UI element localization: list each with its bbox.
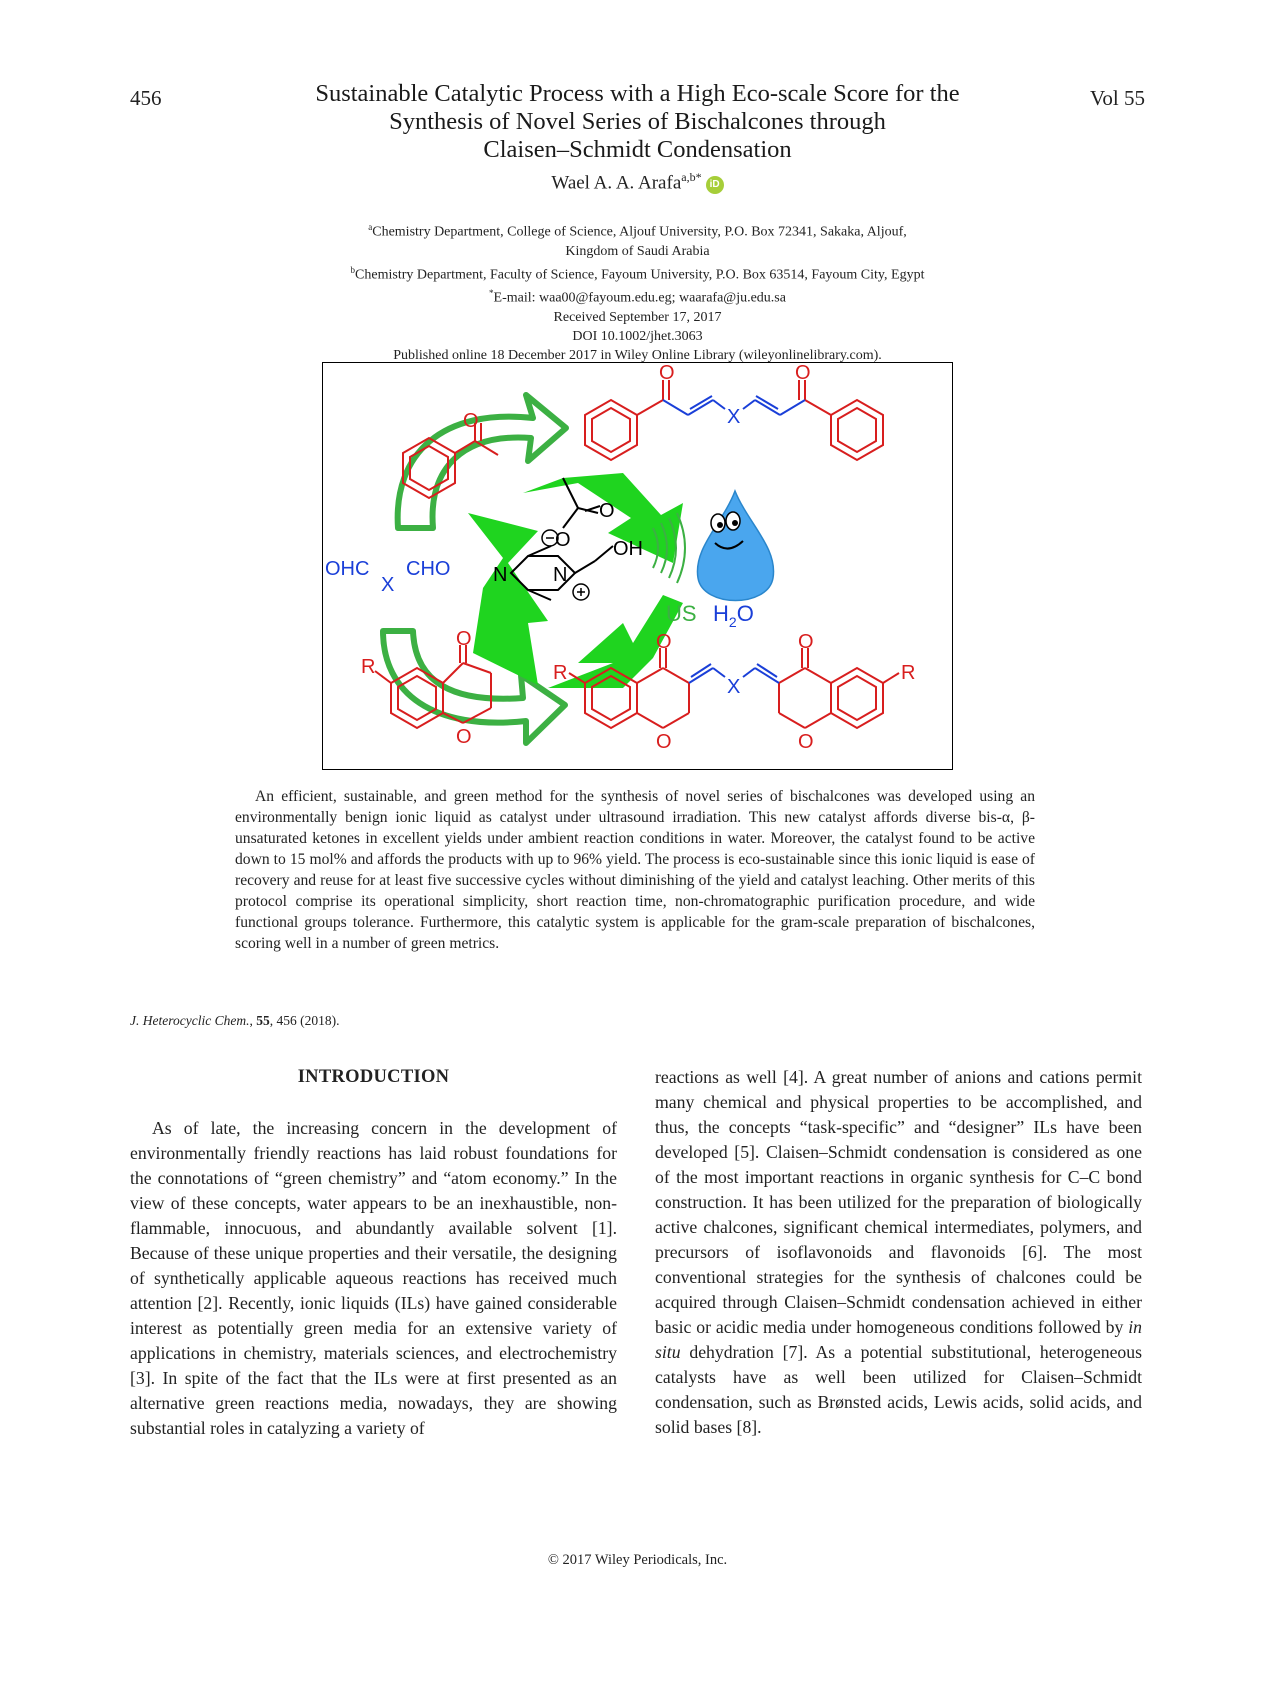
author-affil-marks: a,b <box>681 170 696 184</box>
citation-rest: , 456 (2018). <box>269 1013 340 1028</box>
title-line-1: Sustainable Catalytic Process with a High Eco-scale Score for the <box>315 80 960 107</box>
water-drop-icon <box>697 491 773 601</box>
bottom-product-o-right-ring: O <box>798 731 814 753</box>
acetophenone-o: O <box>463 410 479 432</box>
title-line-3: Claisen–Schmidt Condensation <box>483 136 792 163</box>
citation-sep: , <box>249 1013 257 1028</box>
affil-a-line2: Kingdom of Saudi Arabia <box>565 243 710 259</box>
received-date: Received September 17, 2017 <box>553 309 722 325</box>
intro-right-part2: dehydration [7]. As a potential substitutional, heterogeneous catalysts have as well been utilized for Claisen–Schmidt condensation, such as Brønsted acids, Lewis acids, solid acids, and solid bases [8]. <box>655 1342 1142 1437</box>
top-product-x: X <box>727 406 741 428</box>
left-column <box>130 1065 617 1441</box>
bottom-product-o-left-ring: O <box>656 731 672 753</box>
water-sub: 2 <box>728 614 737 630</box>
intro-right-italic: in situ <box>655 1317 1143 1362</box>
author-name: Wael A. A. Arafa <box>551 172 682 194</box>
citation-volume: 55 <box>256 1013 270 1028</box>
graphical-abstract <box>322 362 953 770</box>
bottom-product-o-right-top: O <box>798 631 814 653</box>
ionic-liquid-n-left: N <box>493 564 508 586</box>
ionic-liquid-o-anion: O <box>555 529 571 551</box>
corresponding-mark: * <box>695 170 702 184</box>
intro-left-paragraph: As of late, the increasing concern in the development of environmentally friendly reactions has laid robust foundations for the connotations of “green chemistry” and “atom economy.” In the view of these concepts, water appears to be an inexhaustible, non-flammable, innocuous, and abundantly available solvent [1]. Because of these unique properties and their versatile, the designing of synthetically applicable aqueous reactions has received much attention [2]. Recently, ionic liquids (ILs) have gained considerable interest as potentially green media for an extensive variety of applications in chemistry, materials sciences, and electrochemistry [3]. In spite of the fact that the ILs were at first presented as an alternative green reactions media, nowadays, they are showing substantial roles in catalyzing a variety of <box>130 1118 617 1438</box>
intro-right-paragraph <box>655 1065 1142 1440</box>
email-mark: * <box>489 288 494 299</box>
affil-a-mark: a <box>368 222 373 232</box>
dialdehyde-ohc: OHC <box>325 558 370 580</box>
doi[interactable]: DOI 10.1002/jhet.3063 <box>572 328 703 344</box>
affil-a-line1: Chemistry Department, College of Science, Aljouf University, P.O. Box 72341, Sakaka, Aljouf, <box>372 224 907 240</box>
affil-b-line: Chemistry Department, Faculty of Science, Fayoum University, P.O. Box 63514, Fayoum City, Egypt <box>355 267 925 283</box>
water-h: H <box>713 601 729 626</box>
bottom-product-r-right: R <box>901 662 916 684</box>
affil-b-mark: b <box>350 264 356 275</box>
svg-text:OHC <box>325 558 369 580</box>
graphical-abstract-svg <box>323 363 952 769</box>
affiliations <box>200 218 1075 365</box>
water-o: O <box>736 601 754 626</box>
section-heading-introduction: INTRODUCTION <box>297 1067 450 1087</box>
chromanone-o-top: O <box>456 628 472 650</box>
water-formula <box>713 601 754 630</box>
article-title <box>250 80 1025 164</box>
dialdehyde-cho: CHO <box>406 558 451 580</box>
author-line <box>250 170 1025 194</box>
chromanone-o-ring: O <box>456 726 472 748</box>
abstract-text: An efficient, sustainable, and green method for the synthesis of novel series of bischalcones was developed using an environmentally benign ionic liquid as catalyst under ultrasound irradiation. This new catalyst affords diverse bis-α, β-unsaturated ketones in excellent yields under ambient reaction conditions in water. Moreover, the catalyst found to be active down to 15 mol% and affords the products with up to 96% yield. The process is eco-sustainable since this ionic liquid is ease of recovery and reuse for at least five successive cycles without diminishing of the yield and catalyst leaching. Other merits of this protocol comprise its operational simplicity, short reaction time, non-chromatographic purification procedure, and wide functional groups tolerance. Furthermore, this catalytic system is applicable for the gram-scale preparation of bischalcones, scoring well in a number of green metrics. <box>235 788 1035 952</box>
ionic-liquid-o-carbonyl: O <box>599 500 615 522</box>
citation <box>130 1013 339 1029</box>
citation-journal: J. Heterocyclic Chem. <box>130 1013 250 1028</box>
copyright-footer: © 2017 Wiley Periodicals, Inc. <box>547 1552 728 1568</box>
abstract <box>235 786 1035 954</box>
top-product-o-right: O <box>795 363 811 384</box>
ionic-liquid-oh: OH <box>613 538 643 560</box>
bottom-product-o-left-top: O <box>656 631 672 653</box>
chromanone-r: R <box>361 656 376 678</box>
orcid-icon[interactable]: iD <box>706 176 724 194</box>
email-line[interactable]: E-mail: waa00@fayoum.edu.eg; waarafa@ju.edu.sa <box>493 290 786 306</box>
bottom-product-x: X <box>727 676 741 698</box>
published-line: Published online 18 December 2017 in Wiley Online Library (wileyonlinelibrary.com). <box>393 347 882 363</box>
ionic-liquid-n-right: N <box>553 564 568 586</box>
right-column <box>655 1065 1142 1440</box>
volume-label: Vol 55 <box>1089 86 1145 110</box>
top-curved-arrow <box>398 395 566 528</box>
ultrasound-label: US <box>666 601 697 626</box>
dialdehyde-x: X <box>381 574 395 596</box>
intro-right-part1: reactions as well [4]. A great number of anions and cations permit many chemical and physical properties to be accomplished, and thus, the concepts “task-specific” and “designer” ILs have been developed [5]. Claisen–Schmidt condensation is considered as one of the most important reactions in organic synthesis for C–C bond construction. It has been utilized for the preparation of biologically active chalcones, significant chemical intermediates, polymers, and precursors of isoflavonoids and flavonoids [6]. The most conventional strategies for the synthesis of chalcones could be acquired through Claisen–Schmidt condensation achieved in either basic or acidic media under homogeneous conditions followed by <box>655 1067 1142 1337</box>
title-line-2: Synthesis of Novel Series of Bischalcones through <box>389 108 886 135</box>
page-number: 456 <box>130 86 162 110</box>
top-product-o-left: O <box>659 363 675 384</box>
bottom-product-r-left: R <box>553 662 568 684</box>
